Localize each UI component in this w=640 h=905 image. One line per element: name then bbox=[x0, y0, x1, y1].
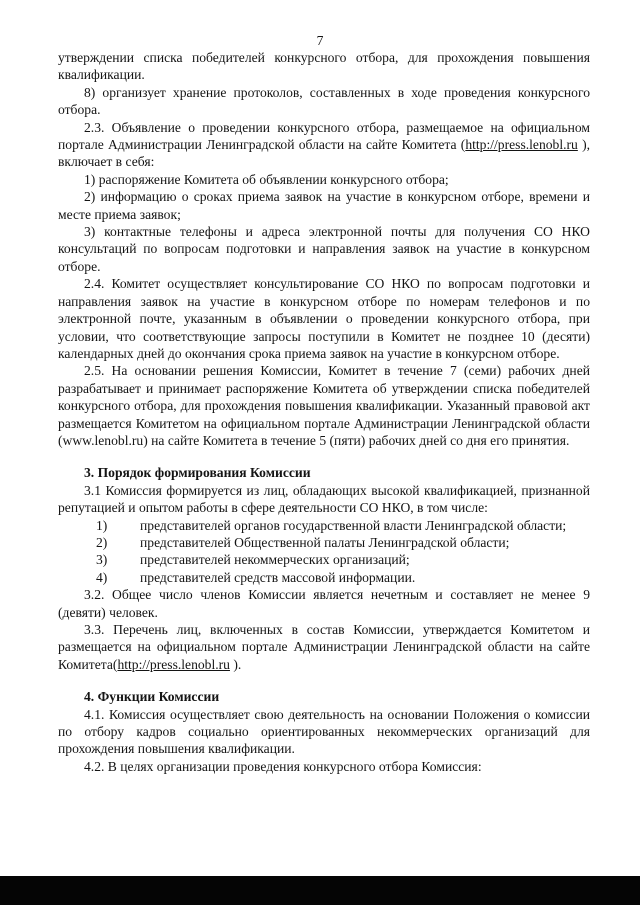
paragraph: 3.2. Общее число членов Комиссии является нечетным и составляет не менее 9 (девяти) человек. bbox=[58, 587, 590, 620]
paragraph: 4.1. Комиссия осуществляет свою деятельность на основании Положения о комиссии по отбору кадров социально ориентированных некоммерческих организаций для прохождения повышения квалификации. bbox=[58, 706, 590, 757]
list-item bbox=[58, 534, 590, 551]
list-text: представителей органов государственной власти Ленинградской области; bbox=[140, 517, 567, 533]
paragraph: 1) распоряжение Комитета об объявлении конкурсного отбора; bbox=[84, 171, 449, 187]
paragraph: утверждении списка победителей конкурсного отбора, для прохождения повышения квалификации. bbox=[58, 50, 590, 83]
paragraph: 3) контактные телефоны и адреса электронной почты для получения СО НКО консультаций по вопросам подготовки и направления заявок на участие в конкурсном отборе. bbox=[58, 224, 590, 274]
paragraph-text: 2.3. Объявление о проведении конкурсного отбора, размещаемое на официальном портале Администрации Ленинградской области на сайте Комитета ( bbox=[58, 119, 590, 153]
committee-site-link[interactable]: http://press.lenobl.ru bbox=[117, 656, 230, 672]
list-text: представителей средств массовой информации. bbox=[140, 569, 416, 585]
list-text: представителей Общественной палаты Ленинградской области; bbox=[140, 534, 510, 550]
section-heading: 4. Функции Комиссии bbox=[84, 689, 220, 705]
list-item bbox=[58, 569, 590, 586]
list-item bbox=[58, 551, 590, 568]
paragraph-text: ). bbox=[229, 656, 242, 672]
paragraph bbox=[58, 119, 590, 171]
paragraph: 2.5. На основании решения Комиссии, Комитет в течение 7 (семи) рабочих дней разрабатывает и принимает распоряжение Комитета об утверждении списка победителей конкурсного отбора, для прохождения повышения квалификации. Указанный правовой акт размещается Комитетом на официальном портале Администрации Ленинградской области (www.lenobl.ru) на сайте Комитета в течение 5 (пяти) рабочих дней со дня его принятия. bbox=[58, 363, 590, 448]
page-number: 7 bbox=[316, 33, 324, 48]
document-body bbox=[58, 49, 590, 775]
paragraph: 2.4. Комитет осуществляет консультирование СО НКО по вопросам подготовки и направления заявок на участие в конкурсном отборе по номерам телефонов и по электронной почте, указанным в объявлении о проведении конкурсного отбора, при условии, что соответствующие запросы поступили в Комитет не позднее 10 (десяти) календарных дней до окончания срока приема заявок на участие в конкурсном отборе. bbox=[58, 276, 590, 361]
paragraph: 4.2. В целях организации проведения конкурсного отбора Комиссия: bbox=[84, 758, 482, 774]
scan-bottom-edge bbox=[0, 876, 640, 905]
section-heading: 3. Порядок формирования Комиссии bbox=[84, 465, 311, 481]
paragraph: 2) информацию о сроках приема заявок на участие в конкурсном отборе, времени и месте приема заявок; bbox=[58, 189, 590, 222]
paragraph-text: ), включает в себя: bbox=[58, 137, 590, 170]
paragraph: 8) организует хранение протоколов, составленных в ходе проведения конкурсного отбора. bbox=[58, 84, 590, 118]
list-number: 3) bbox=[96, 552, 108, 568]
list-number: 1) bbox=[96, 517, 108, 533]
paragraph-text: 3.3. Перечень лиц, включенных в состав Комиссии, утверждается Комитетом и размещается на официальном портале Администрации Ленинградской области на сайте Комитета( bbox=[58, 622, 590, 672]
list-text: представителей некоммерческих организаций; bbox=[140, 552, 410, 568]
list-number: 2) bbox=[96, 534, 108, 550]
committee-site-link[interactable]: http://press.lenobl.ru bbox=[465, 137, 578, 153]
paragraph bbox=[58, 621, 590, 673]
paragraph: 3.1 Комиссия формируется из лиц, обладающих высокой квалификацией, признанной репутацией и опытом работы в сфере деятельности СО НКО, в том числе: bbox=[58, 482, 590, 516]
list-number: 4) bbox=[96, 569, 108, 585]
